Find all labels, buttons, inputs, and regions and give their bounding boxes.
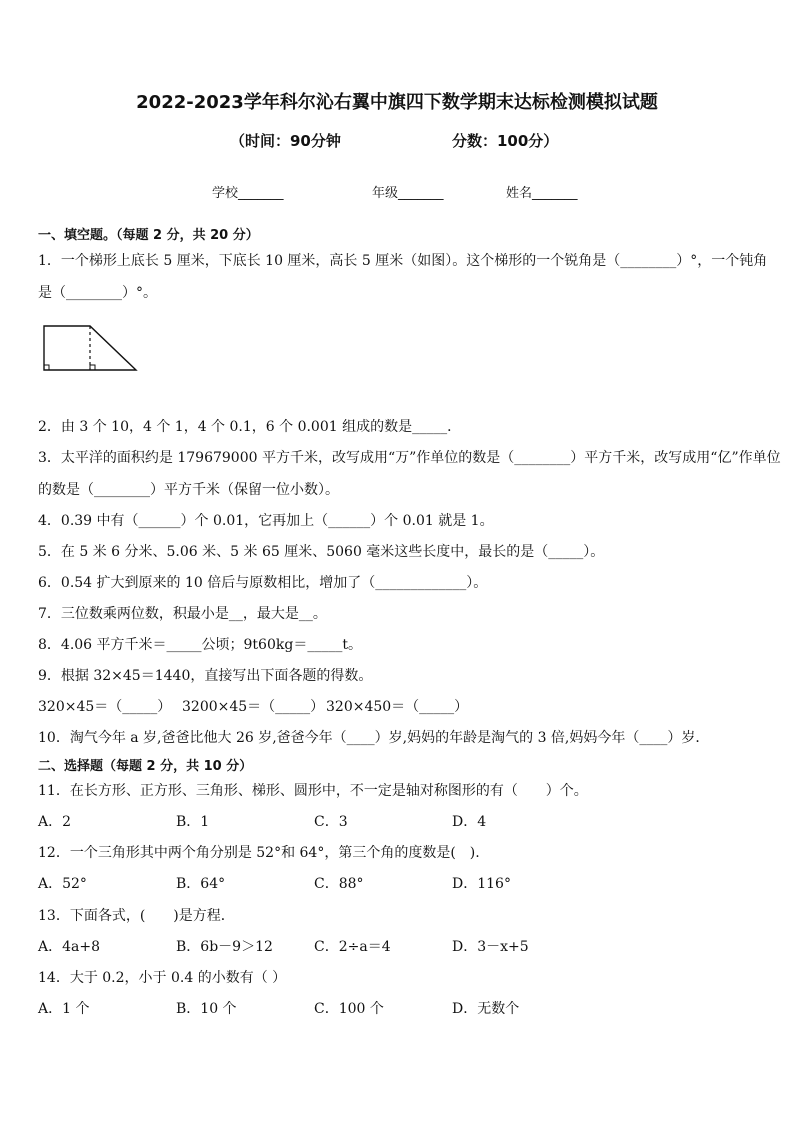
question-11-option-c: C．3 bbox=[314, 814, 348, 830]
question-13: 13．下面各式，( )是方程． bbox=[38, 908, 235, 924]
name-field: 姓名_______ bbox=[506, 186, 578, 201]
question-11-option-d: D．4 bbox=[452, 814, 487, 830]
grade-field: 年级_______ bbox=[372, 186, 444, 201]
time-label: （时间：90分钟 bbox=[230, 132, 341, 150]
question-10: 10．淘气今年 a 岁,爸爸比他大 26 岁,爸爸今年（____）岁,妈妈的年龄是淘气的 3 倍,妈妈今年（____）岁． bbox=[38, 730, 710, 746]
question-13-option-c: C．2÷a＝4 bbox=[314, 939, 391, 955]
question-2: 2．由 3 个 10，4 个 1，4 个 0.1，6 个 0.001 组成的数是_____． bbox=[38, 419, 462, 435]
section-fill-blank: 一、填空题。（每题 2 分，共 20 分） bbox=[38, 228, 259, 243]
question-14: 14．大于 0.2，小于 0.4 的小数有（ ） bbox=[38, 970, 287, 986]
question-12-option-c: C．88° bbox=[314, 876, 364, 892]
right-angle-mark-left bbox=[44, 365, 49, 370]
question-12-option-a: A．52° bbox=[38, 876, 87, 892]
question-14-option-d: D．无数个 bbox=[452, 1001, 520, 1017]
question-5: 5．在 5 米 6 分米、5.06 米、5 米 65 厘米、5060 毫米这些长度中，最长的是（_____）。 bbox=[38, 544, 605, 560]
score-label: 分数：100分） bbox=[452, 132, 559, 150]
question-12: 12．一个三角形其中两个角分别是 52°和 64°，第三个角的度数是( ). bbox=[38, 845, 480, 861]
right-angle-mark-height bbox=[90, 365, 95, 370]
question-14-option-a: A．1 个 bbox=[38, 1001, 90, 1017]
question-11-option-a: A．2 bbox=[38, 814, 72, 830]
question-7: 7．三位数乘两位数，积最小是__，最大是__。 bbox=[38, 606, 327, 622]
question-4: 4．0.39 中有（______）个 0.01，它再加上（______）个 0.01 就是 1。 bbox=[38, 513, 494, 529]
question-3-line-2: 的数是（________）平方千米（保留一位小数）。 bbox=[38, 482, 339, 498]
question-9-item-a: 320×45＝（_____） bbox=[38, 699, 172, 715]
question-9-item-c: 320×450＝（_____） bbox=[326, 699, 469, 715]
trapezoid-figure bbox=[36, 320, 146, 380]
question-13-option-a: A．4a+8 bbox=[38, 939, 101, 955]
question-12-option-d: D．116° bbox=[452, 876, 511, 892]
question-3-line-1: 3．太平洋的面积约是 179679000 平方千米，改写成用“万”作单位的数是（________）平方千米，改写成用“亿”作单位 bbox=[38, 450, 781, 466]
section-multiple-choice: 二、选择题（每题 2 分，共 10 分） bbox=[38, 759, 253, 774]
school-field: 学校_______ bbox=[212, 186, 284, 201]
question-6: 6．0.54 扩大到原来的 10 倍后与原数相比，增加了（_____________）。 bbox=[38, 575, 488, 591]
question-11: 11．在长方形、正方形、三角形、梯形、圆形中，不一定是轴对称图形的有（ ）个。 bbox=[38, 783, 588, 799]
question-13-option-d: D．3－x+5 bbox=[452, 939, 529, 955]
question-11-option-b: B．1 bbox=[176, 814, 210, 830]
question-14-option-c: C．100 个 bbox=[314, 1001, 384, 1017]
question-9-item-b: 3200×45＝（_____） bbox=[182, 699, 325, 715]
question-8: 8．4.06 平方千米＝_____公顷；9t60kg＝_____t。 bbox=[38, 637, 362, 653]
question-9: 9．根据 32×45＝1440，直接写出下面各题的得数。 bbox=[38, 668, 373, 684]
question-13-option-b: B．6b－9＞12 bbox=[176, 939, 273, 955]
page-title: 2022-2023学年科尔沁右翼中旗四下数学期末达标检测模拟试题 bbox=[136, 92, 658, 113]
question-1-line-2: 是（________）°。 bbox=[38, 285, 157, 301]
question-12-option-b: B．64° bbox=[176, 876, 226, 892]
question-1-line-1: 1．一个梯形上底长 5 厘米，下底长 10 厘米，高长 5 厘米（如图）。这个梯形的一个锐角是（________）°，一个钝角 bbox=[38, 253, 768, 269]
question-14-option-b: B．10 个 bbox=[176, 1001, 237, 1017]
